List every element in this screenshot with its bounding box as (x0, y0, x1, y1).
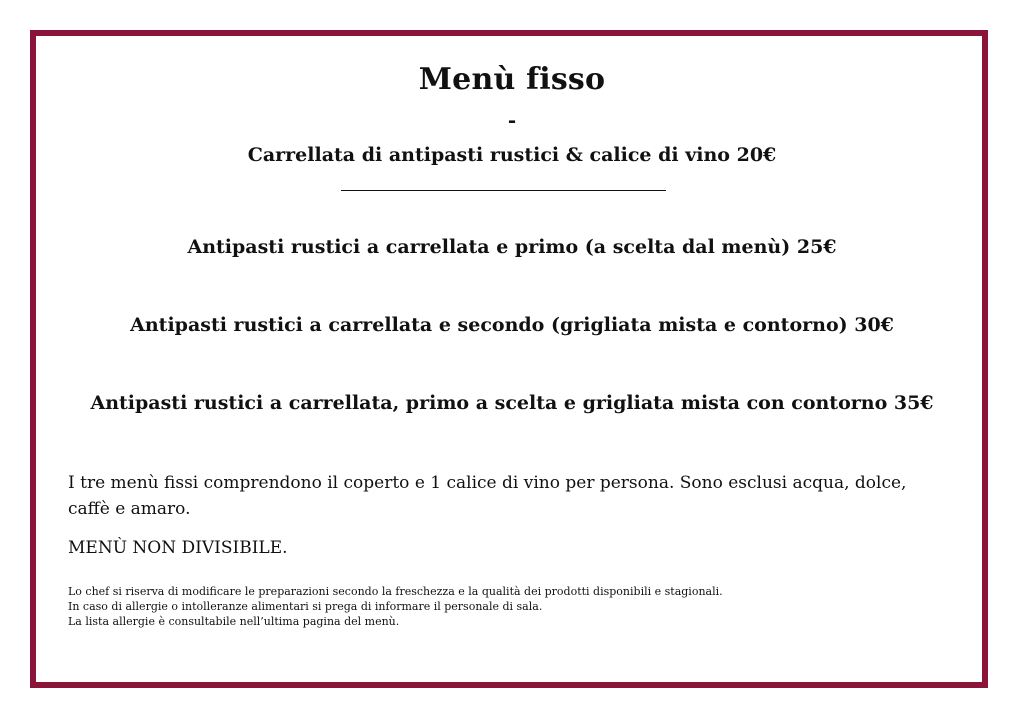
menu-option-3: Antipasti rustici a carrellata e secondo (grigliata mista e contorno) 30€ (130, 314, 894, 336)
fine-print-line: Lo chef si riserva di modificare le preparazioni secondo la freschezza e la qualità dei prodotti disponibili e stagionali. (68, 585, 723, 598)
fine-print-line: La lista allergie è consultabile nell’ultima pagina del menù. (68, 615, 400, 628)
divider-rule (341, 190, 666, 191)
menu-option-1: Carrellata di antipasti rustici & calice di vino 20€ (247, 144, 777, 166)
fine-print (68, 584, 948, 629)
not-divisible-note: MENÙ NON DIVISIBILE. (68, 538, 288, 558)
menu-included-note: I tre menù fissi comprendono il coperto e 1 calice di vino per persona. Sono esclusi acqua, dolce, caffè e amaro. (68, 473, 907, 519)
menu-option-2: Antipasti rustici a carrellata e primo (a scelta dal menù) 25€ (187, 236, 837, 258)
fine-print-line: In caso di allergie o intolleranze alimentari si prega di informare il personale di sala. (68, 600, 543, 613)
menu-option-4: Antipasti rustici a carrellata, primo a scelta e grigliata mista con contorno 35€ (90, 392, 934, 414)
title-separator: - (507, 108, 517, 132)
menu-title: Menù fisso (418, 62, 606, 97)
